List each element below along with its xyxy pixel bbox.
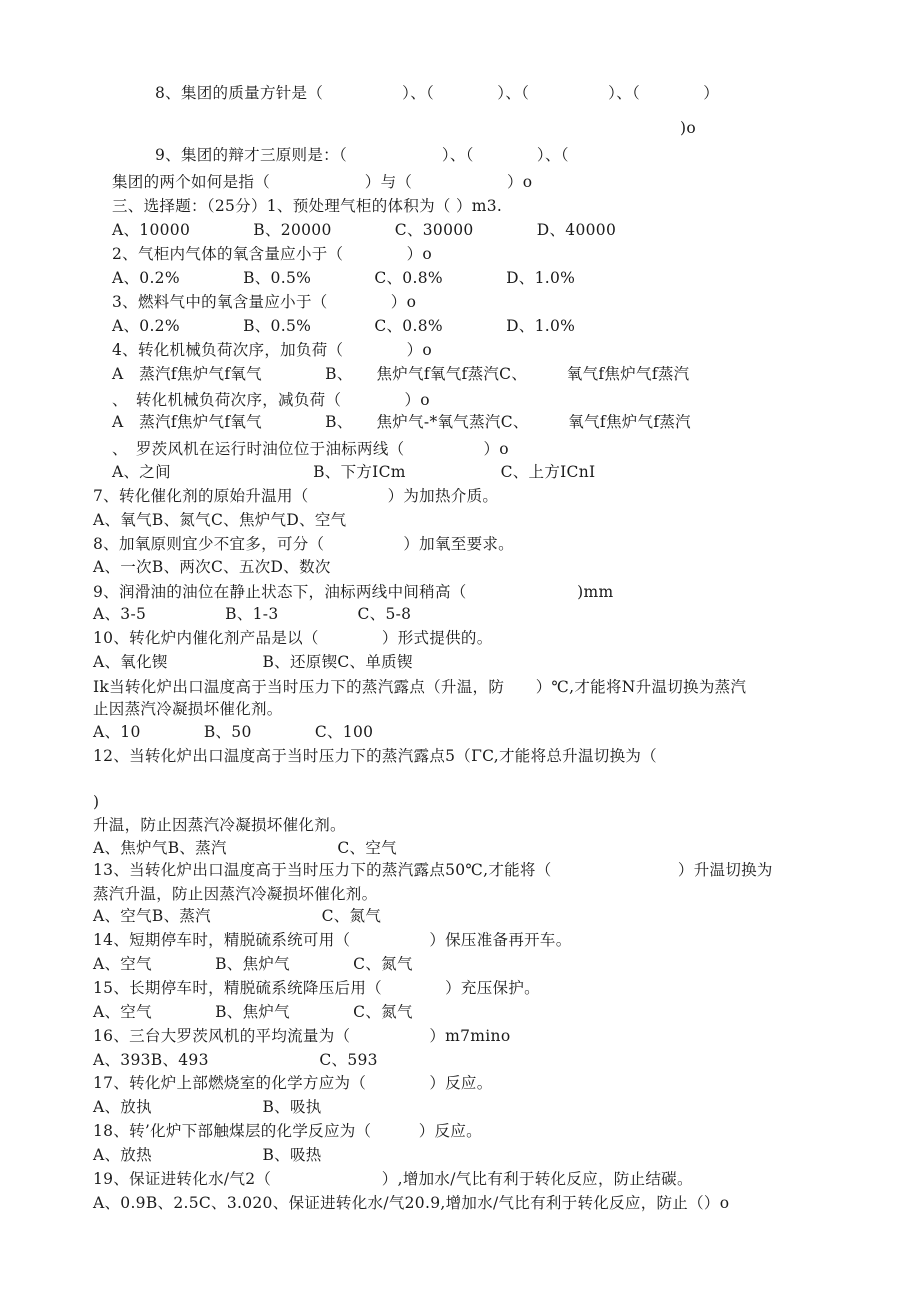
question-line: 13、当转化炉出口温度高于当时压力下的蒸汽露点50℃,才能将（ ）升温切换为 <box>93 861 773 879</box>
option-line: A、10 B、50 C、100 <box>93 723 374 741</box>
question-line: 12、当转化炉出口温度高于当时压力下的蒸汽露点5（ΓC,才能将总升温切换为（ <box>93 747 657 765</box>
option-line: A、放执 B、吸执 <box>93 1098 322 1116</box>
question-line: 、 转化机械负荷次序，减负荷（ ）o <box>112 391 430 409</box>
question-8-quality-policy: 8、集团的质量方针是（ ）、（ ）、（ ）、（ ） <box>155 84 720 102</box>
question-line: 15、长期停车时，精脱硫系统降压后用（ ）充压保护。 <box>93 979 540 997</box>
question-9-principles: 9、集团的辩才三原则是：（ ）、（ ）、（ <box>155 146 569 164</box>
question-line-continued: ) <box>93 793 100 811</box>
option-line: A、0.2% B、0.5% C、0.8% D、1.0% <box>112 317 576 335</box>
question-line-continued: 蒸汽升温，防止因蒸汽冷凝损坏催化剂。 <box>93 885 378 903</box>
option-line: A、3-5 B、1-3 C、5-8 <box>93 605 412 623</box>
option-line: A、393B、493 C、593 <box>93 1051 378 1069</box>
question-8-end: )o <box>680 119 696 137</box>
option-line: A、焦炉气B、蒸汽 C、空气 <box>93 839 397 857</box>
question-line: 4、转化机械负荷次序，加负荷（ ）o <box>112 341 432 359</box>
option-line: A、0.2% B、0.5% C、0.8% D、1.0% <box>112 269 576 287</box>
question-line: 14、短期停车时，精脱硫系统可用（ ）保压准备再开车。 <box>93 931 572 949</box>
question-line: 10、转化炉内催化剂产品是以（ ）形式提供的。 <box>93 629 493 647</box>
option-line: A、放热 B、吸热 <box>93 1146 322 1164</box>
question-line-continued: 止因蒸汽冷凝损坏催化剂。 <box>93 700 283 718</box>
question-line: 17、转化炉上部燃烧室的化学方应为（ ）反应。 <box>93 1074 493 1092</box>
option-line: A 蒸汽f焦炉气f氧气 B、 焦炉气-*氧气蒸汽C、 氧气f焦炉气f蒸汽 <box>112 413 691 431</box>
option-line: A、空气 B、焦炉气 C、氮气 <box>93 955 413 973</box>
question-two-hows: 集团的两个如何是指（ ）与（ ）o <box>112 173 533 191</box>
option-line: A 蒸汽f焦炉气f氧气 B、 焦炉气f氧气f蒸汽C、 氧气f焦炉气f蒸汽 <box>112 365 690 383</box>
question-line: 16、三台大罗茨风机的平均流量为（ ）m7mino <box>93 1027 511 1045</box>
option-line: A、0.9B、2.5C、3.020、保证进转化水/气20.9,增加水/气比有利于转化反应，防止（）o <box>93 1194 730 1212</box>
question-line: 18、转’化炉下部触煤层的化学反应为（ ）反应。 <box>93 1122 482 1140</box>
question-line: 、 罗茨风机在运行时油位位于油标两线（ ）o <box>112 440 509 458</box>
question-line: 7、转化催化剂的原始升温用（ ）为加热介质。 <box>93 487 499 505</box>
section-3-heading: 三、选择题：（25分）1、预处理气柜的体积为（ ）m3. <box>112 197 503 215</box>
question-line-continued: 升温，防止因蒸汽冷凝损坏催化剂。 <box>93 816 346 834</box>
option-line: A、氧气B、氮气C、焦炉气D、空气 <box>93 511 347 529</box>
question-line: 9、润滑油的油位在静止状态下，油标两线中间稍高（ )mm <box>93 583 614 601</box>
option-line: A、氧化锲 B、还原锲C、单质锲 <box>93 653 413 671</box>
question-line: 8、加氧原则宜少不宜多，可分（ ）加氧至要求。 <box>93 535 514 553</box>
option-line: A、空气B、蒸汽 C、氮气 <box>93 907 382 925</box>
question-line: 19、保证进转化水/气2（ ）,增加水/气比有利于转化反应，防止结碳。 <box>93 1170 693 1188</box>
option-line: A、10000 B、20000 C、30000 D、40000 <box>112 221 617 239</box>
option-line: A、之间 B、下方ICm C、上方ICnI <box>112 463 596 481</box>
question-line: 2、气柜内气体的氧含量应小于（ ）o <box>112 245 432 263</box>
question-line: 3、燃料气中的氧含量应小于（ ）o <box>112 293 417 311</box>
question-line: Ik当转化炉出口温度高于当时压力下的蒸汽露点（升温，防 ）℃,才能将N升温切换为蒸汽 <box>93 678 747 696</box>
option-line: A、一次B、两次C、五次D、数次 <box>93 558 331 576</box>
option-line: A、空气 B、焦炉气 C、氮气 <box>93 1003 413 1021</box>
